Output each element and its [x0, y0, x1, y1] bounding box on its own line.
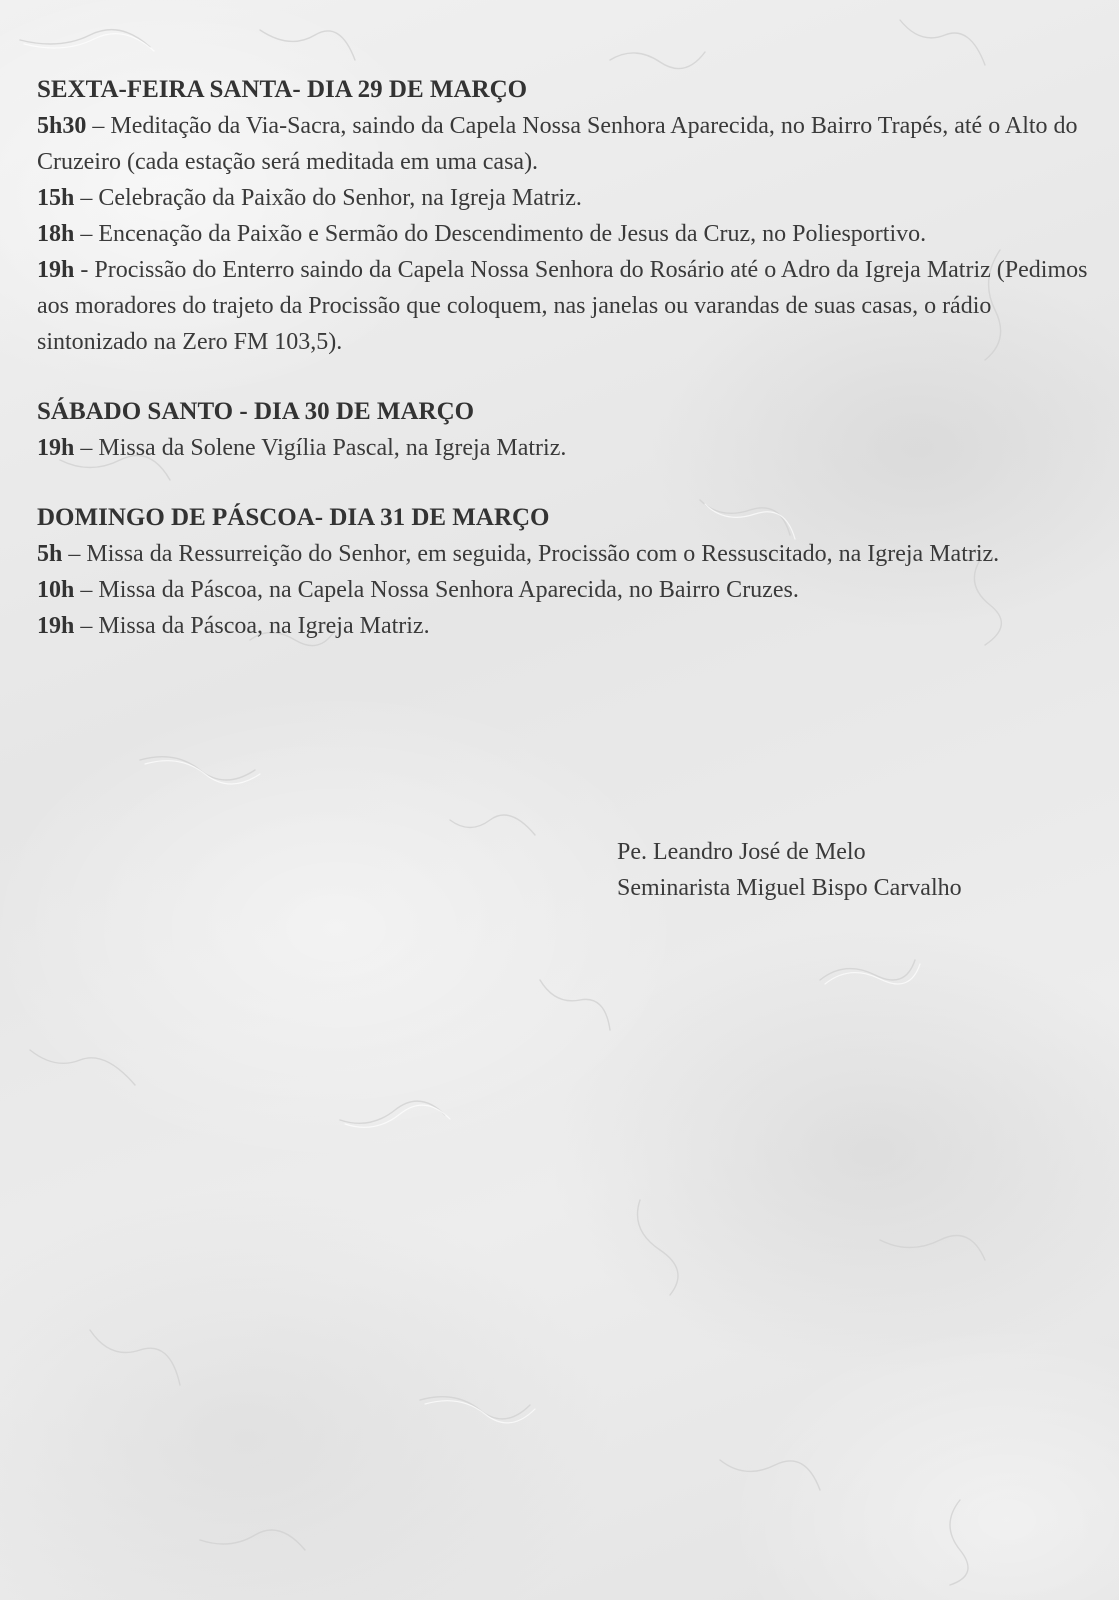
schedule-entry	[37, 108, 1097, 180]
schedule-entry	[37, 430, 1097, 466]
signature-seminarian: Seminarista Miguel Bispo Carvalho	[617, 875, 962, 901]
entry-time: 5h	[37, 541, 63, 567]
entry-time: 10h	[37, 577, 75, 603]
entry-time: 19h	[37, 435, 75, 461]
entry-text: Missa da Páscoa, na Igreja Matriz.	[98, 613, 430, 639]
entry-separator: –	[86, 113, 111, 139]
entry-separator: –	[74, 577, 99, 603]
section-title: DOMINGO DE PÁSCOA- DIA 31 DE MARÇO	[37, 504, 550, 531]
section-easter-sunday	[37, 500, 1097, 644]
entry-time: 5h30	[37, 113, 87, 139]
schedule-entry	[37, 180, 1097, 216]
schedule-entry	[37, 608, 1097, 644]
entry-separator: –	[62, 541, 87, 567]
entry-text: Celebração da Paixão do Senhor, na Igreja Matriz.	[98, 185, 582, 211]
schedule-entry	[37, 572, 1097, 608]
entry-separator: –	[74, 185, 99, 211]
entry-time: 19h	[37, 257, 75, 283]
entry-separator: –	[74, 435, 99, 461]
section-good-friday	[37, 72, 1097, 360]
signature-priest: Pe. Leandro José de Melo	[617, 839, 866, 865]
entry-time: 19h	[37, 613, 75, 639]
entry-text: Meditação da Via-Sacra, saindo da Capela Nossa Senhora Aparecida, no Bairro Trapés, até o Alto do Cruzeiro (cada estação será meditada em uma casa).	[37, 113, 1078, 175]
entry-text: Encenação da Paixão e Sermão do Descendimento de Jesus da Cruz, no Poliesportivo.	[98, 221, 927, 247]
entry-separator: –	[74, 221, 99, 247]
entry-text: Missa da Solene Vigília Pascal, na Igreja Matriz.	[98, 435, 567, 461]
entry-text: Missa da Páscoa, na Capela Nossa Senhora Aparecida, no Bairro Cruzes.	[98, 577, 799, 603]
entry-time: 15h	[37, 185, 75, 211]
schedule-entry	[37, 216, 1097, 252]
section-title: SÁBADO SANTO - DIA 30 DE MARÇO	[37, 398, 475, 425]
entry-time: 18h	[37, 221, 75, 247]
signature-block	[617, 834, 962, 906]
schedule-entry	[37, 536, 1097, 572]
entry-text: Procissão do Enterro saindo da Capela Nossa Senhora do Rosário até o Adro da Igreja Matriz (Pedimos aos moradores do trajeto da Procissão que coloquem, nas janelas ou varandas de suas casas, o rádio sintonizado na Zero FM 103,5).	[37, 257, 1088, 355]
schedule-entry	[37, 252, 1097, 360]
schedule	[37, 72, 1097, 678]
entry-separator: -	[74, 257, 95, 283]
entry-separator: –	[74, 613, 99, 639]
section-title: SEXTA-FEIRA SANTA- DIA 29 DE MARÇO	[37, 76, 528, 103]
section-holy-saturday	[37, 394, 1097, 466]
entry-text: Missa da Ressurreição do Senhor, em seguida, Procissão com o Ressuscitado, na Igreja Matriz.	[86, 541, 1000, 567]
